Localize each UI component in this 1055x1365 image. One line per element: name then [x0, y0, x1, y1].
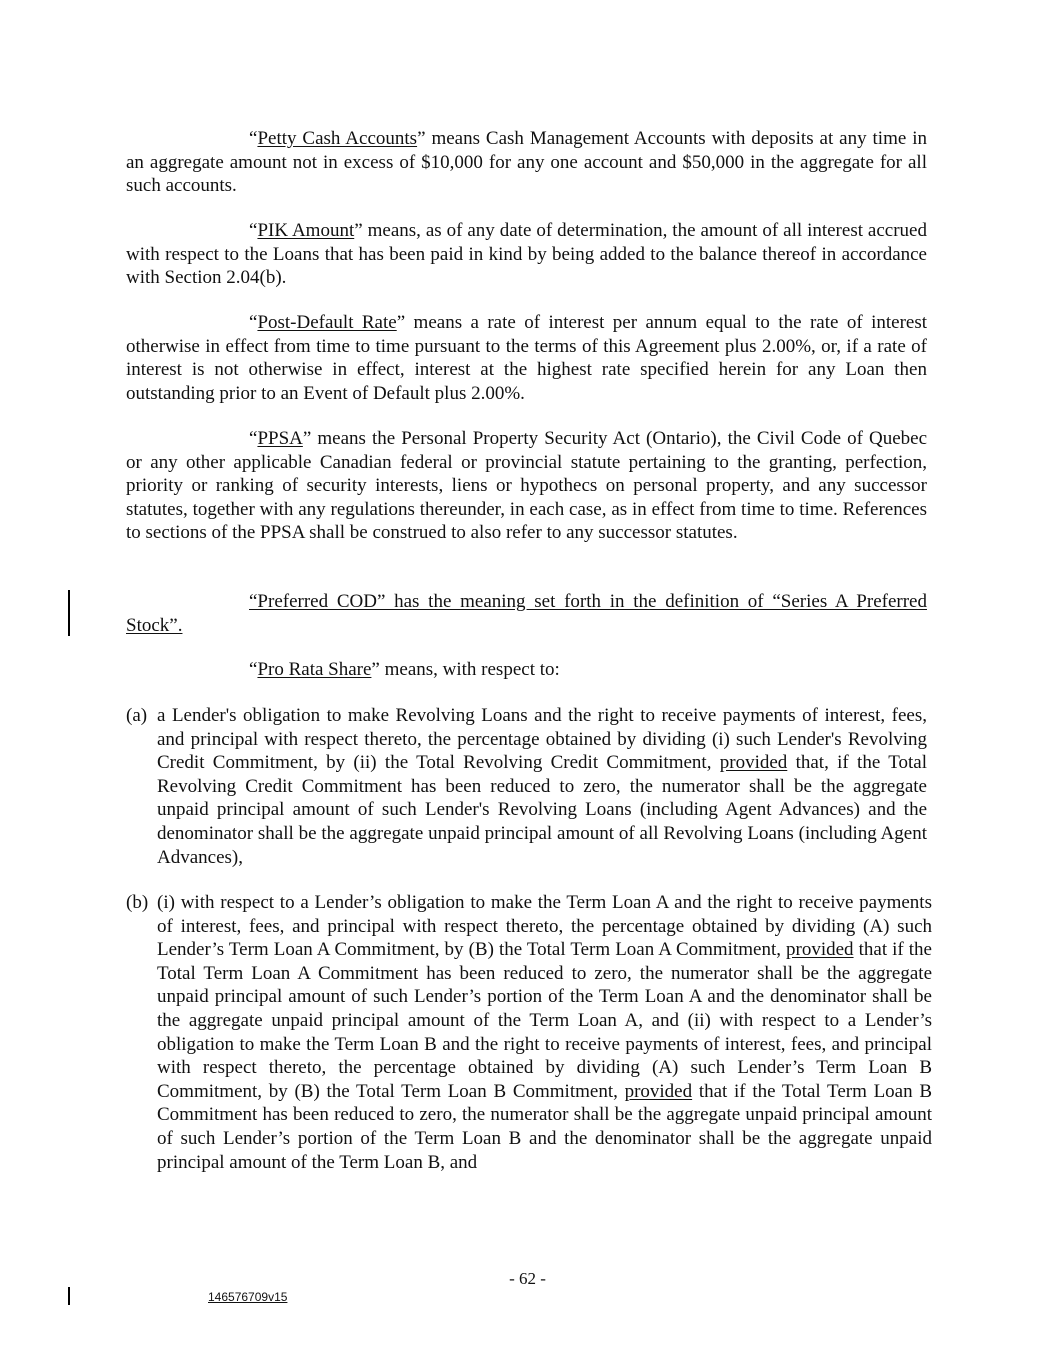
list-text: (i) with respect to a Lender’s obligation to make the Term Loan A and the right to receive payments of interest, fees, and principal with respect thereto, the percentage obtained by dividing (A) such Lender’s Term Loan A Commitment, by (B) the Total Term Loan A Commitment, provided that if the Total Term Loan A Commitment has been reduced to zero, the numerator shall be the aggregate unpaid principal amount of such Lender’s portion of the Term Loan A and the denominator shall be the aggregate unpaid principal amount of the Term Loan A, and (ii) with respect to a Lender’s obligation to make the Term Loan B and the right to receive payments of interest, fees, and principal with respect thereto, the percentage obtained by dividing (A) such Lender’s Term Loan B Commitment, by (B) the Total Term Loan B Commitment, provided that if the Total Term Loan B Commitment has been reduced to zero, the numerator shall be the aggregate unpaid principal amount of such Lender’s portion of the Term Loan B and the denominator shall be the aggregate unpaid principal amount of the Term Loan B, and [157, 892, 932, 1173]
defined-term: Pro Rata Share [257, 659, 372, 680]
page-number: - 62 - [509, 1269, 546, 1288]
definition-preferred-cod [126, 590, 927, 637]
defined-term: Post-Default Rate [257, 312, 397, 333]
list-text: a Lender's obligation to make Revolving Loans and the right to receive payments of interest, fees, and principal with respect thereto, the percentage obtained by dividing (i) such Lender's Revolving Credit Commitment, by (ii) the Total Revolving Credit Commitment, provided that, if the Total Revolving Credit Commitment has been reduced to zero, the numerator shall be the aggregate unpaid principal amount of such Lender's Revolving Loans (including Agent Advances) and the denominator shall be the aggregate unpaid principal amount of all Revolving Loans (including Agent Advances), [157, 705, 927, 868]
defined-term: Petty Cash Accounts [257, 128, 418, 149]
definition-pro-rata-share: “Pro Rata Share” means, with respect to: [249, 659, 560, 680]
list-item-b [126, 891, 932, 1174]
definition-petty-cash-accounts: “Petty Cash Accounts” means Cash Management Accounts with deposits at any time in an aggregate amount not in excess of $10,000 for any one account and $50,000 in the aggregate for all such accounts. [126, 128, 927, 197]
list-item-a [126, 704, 927, 869]
list-label: (a) [126, 705, 148, 726]
list-label: (b) [126, 892, 149, 913]
provided-term: provided [786, 939, 854, 961]
defined-term: PPSA [257, 428, 303, 449]
document-id: 146576709v15 [208, 1290, 288, 1304]
definition-post-default-rate: “Post-Default Rate” means a rate of interest per annum equal to the rate of interest otherwise in effect from time to time pursuant to the terms of this Agreement plus 2.00%, or, if a rate of interest is not otherwise in effect, interest at the highest rate specified herein for any Loan then outstanding prior to an Event of Default plus 2.00%. [126, 312, 928, 404]
inserted-text: “Preferred COD” has the meaning set forth in the definition of “Series A Preferred Stock”. [126, 591, 927, 636]
provided-term: provided [624, 1080, 693, 1102]
change-bar [68, 590, 70, 636]
change-bar [68, 1287, 70, 1305]
provided-term: provided [719, 752, 788, 774]
definition-pik-amount: “PIK Amount” means, as of any date of determination, the amount of all interest accrued with respect to the Loans that has been paid in kind by being added to the balance thereof in accordance with Section 2.04(b). [126, 220, 927, 289]
definition-ppsa: “PPSA” means the Personal Property Security Act (Ontario), the Civil Code of Quebec or any other applicable Canadian federal or provincial statute pertaining to the granting, perfection, priority or ranking of security interests, liens or hypothecs on personal property, and any successor statutes, together with any regulations thereunder, in each case, as in effect from time to time. References to sections of the PPSA shall be construed to also refer to any successor statutes. [126, 428, 927, 544]
defined-term: PIK Amount [257, 220, 355, 241]
